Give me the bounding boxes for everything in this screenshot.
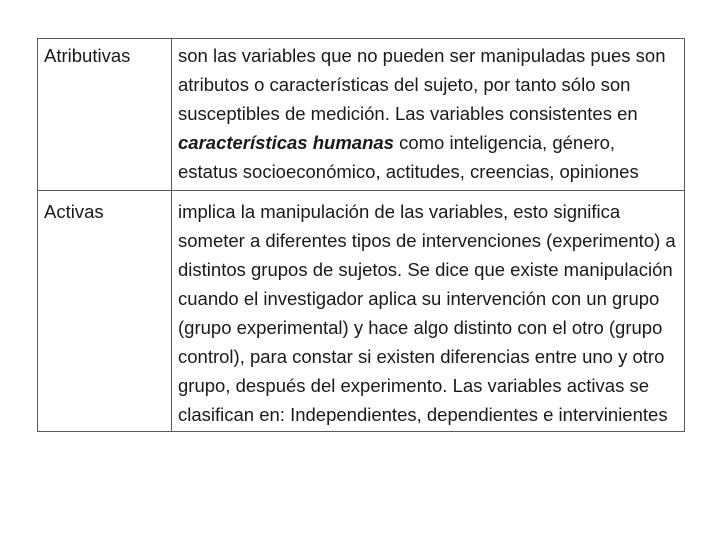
term-cell-activas [38, 191, 172, 432]
definition-text: implica la manipulación de las variables, esto significa someter a diferentes tipos de intervenciones (experimento) a distintos grupos de sujetos. Se dice que existe manipulación cuando el investigador aplica su intervención con un grupo (grupo experimental) y hace algo distinto con el otro (grupo control), para constar si existen diferencias entre uno y otro grupo, después del experimento. Las variables activas se clasifican en: Independientes, dependientes e intervinientes [178, 201, 676, 425]
definition-text-part: como inteligencia, género, estatus socioeconómico, actitudes, creencias, opiniones [178, 132, 639, 182]
definition-cell-activas [172, 191, 685, 432]
term-label: Activas [44, 201, 104, 222]
term-label: Atributivas [44, 45, 131, 66]
variables-definition-table [37, 38, 685, 432]
table-row [38, 39, 685, 191]
table-row [38, 191, 685, 432]
definition-text-part: son las variables que no pueden ser manipuladas pues son atributos o características del sujeto, por tanto sólo son susceptibles de medición. Las variables consistentes en [178, 45, 666, 124]
emphasized-text: características humanas [178, 132, 394, 153]
term-cell-atributivas [38, 39, 172, 191]
definition-cell-atributivas [172, 39, 685, 191]
